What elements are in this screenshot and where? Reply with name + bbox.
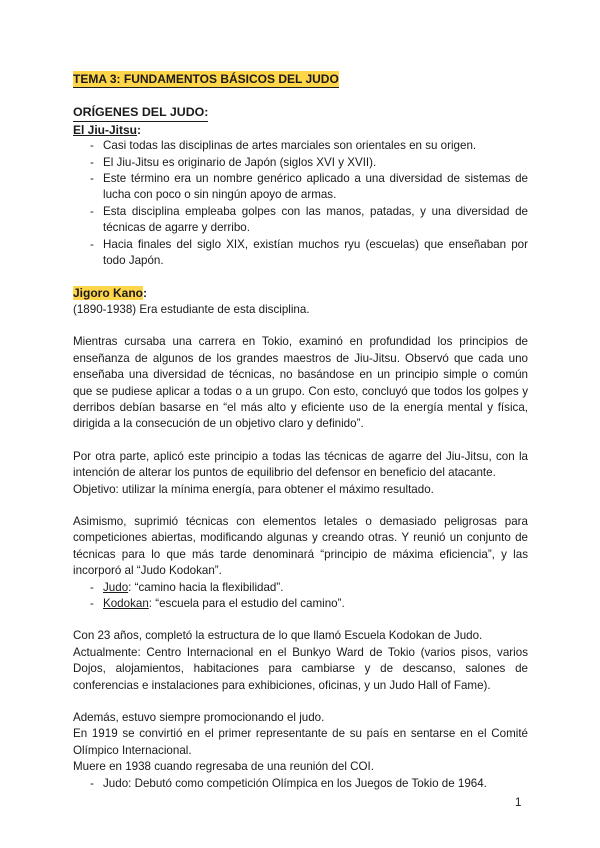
final-list [73,776,528,792]
paragraph: Actualmente: Centro Internacional en el Bunkyo Ward de Tokio (varios pisos, varios Dojos, alojamientos, habitaciones para cambiarse y de descanso, salones de conferencias e instalaciones para exhibiciones, oficinas, y un Judo Hall of Fame). [73,645,528,692]
term-judo: Judo [103,580,129,594]
terms-list [73,580,528,613]
kano-intro: (1890-1938) Era estudiante de esta disciplina. [73,302,310,316]
paragraph: Mientras cursaba una carrera en Tokio, examinó en profundidad los principios de enseñanza de algunos de los grandes maestros de Jiu-Jitsu. Observó que cada uno enseñaba una diversidad de técnicas, no basándose en un principio simple o común que se pudiese aplicar a todas o a un grupo. Con esto, concluyó que todos los golpes y derribos debían basarse en “el más alto y eficiente uso de la energía mental y física, dirigida a la consecución de un objetivo claro y definido”. [73,335,528,431]
jiujitsu-colon: : [137,122,142,137]
list-item: - Judo: Debutó como competición Olímpica en los Juegos de Tokio de 1964. [73,776,528,792]
kano-label: Jigoro Kano [73,286,144,301]
origins-heading-line [73,104,528,121]
paragraph: Además, estuvo siempre promocionando el judo. [73,711,325,724]
paragraph: Muere en 1938 cuando regresaba de una reunión del COI. [73,760,375,774]
section-heading: ORÍGENES DEL JUDO: [73,104,208,121]
term-judo-def: : “camino hacia la flexibilidad”. [128,580,284,594]
jiujitsu-label: El Jiu-Jitsu [73,122,138,137]
page-number: 1 [515,796,522,809]
list-item: - El Jiu-Jitsu es originario de Japón (siglos XVI y XVII). [73,155,528,171]
jiujitsu-subheading [73,122,528,138]
paragraph: Objetivo: utilizar la mínima energía, para obtener el máximo resultado. [73,482,434,496]
list-item: - Esta disciplina empleaba golpes con las manos, patadas, y una diversidad de técnicas de agarre y derribo. [73,204,528,237]
jiujitsu-list [73,138,528,269]
list-item: - Hacia finales del siglo XIX, existían muchos ryu (escuelas) que enseñaban por todo Japón. [73,237,528,270]
page-title: TEMA 3: FUNDAMENTOS BÁSICOS DEL JUDO [73,71,339,88]
kano-colon: : [143,286,148,301]
term-kodokan: Kodokan [103,596,149,610]
paragraph: Con 23 años, completó la estructura de lo que llamó Escuela Kodokan de Judo. [73,629,483,643]
list-item [73,580,528,596]
term-kodokan-def: : “escuela para el estudio del camino”. [148,596,345,610]
paragraph: Por otra parte, aplicó este principio a todas las técnicas de agarre del Jiu-Jitsu, con la intención de alterar los puntos de equilibrio del defensor en beneficio del atacante. [73,449,528,480]
paragraph: Asimismo, suprimió técnicas con elementos letales o demasiado peligrosas para competiciones abiertas, modificando algunas y creando otras. Y reunió un conjunto de técnicas para lo que más tarde denominará “principio de máxima eficiencia”, y las incorporó al “Judo Kodokan”. [73,514,528,578]
list-item [73,596,528,612]
list-item: - Este término era un nombre genérico aplicado a una diversidad de sistemas de lucha con poco o sin ningún apoyo de armas. [73,171,528,204]
paragraph: En 1919 se convirtió en el primer representante de su país en sentarse en el Comité Olímpico Internacional. [73,727,528,757]
title-line [73,71,528,88]
page-content [73,71,528,792]
list-item: - Casi todas las disciplinas de artes marciales son orientales en su origen. [73,138,528,154]
kano-subheading [73,285,528,301]
